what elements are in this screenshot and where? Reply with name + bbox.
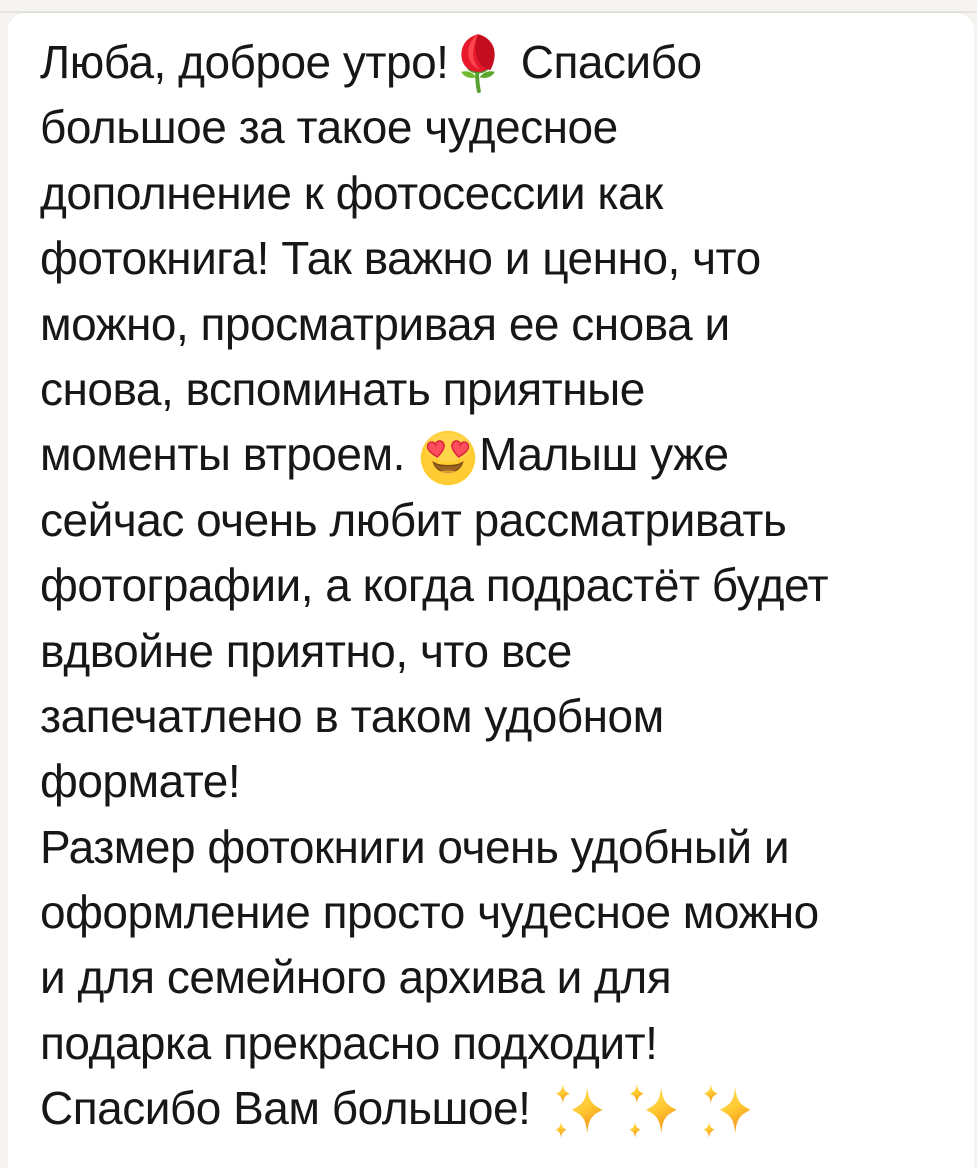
rose-emoji — [450, 32, 506, 96]
message-line: вдвойне приятно, что все — [40, 624, 572, 677]
message-line: оформление просто чудесное можно — [40, 886, 819, 939]
message-line: подарка прекрасно подходит! — [40, 1016, 658, 1069]
message-line: фотокнига! Так важно и ценно, что — [40, 232, 761, 285]
message-line: можно, просматривая ее снова и — [40, 297, 730, 350]
message-line: Спасибо Вам большое! — [40, 1076, 944, 1141]
sparkles-emoji — [546, 1081, 614, 1146]
message-line: дополнение к фотосессии как — [40, 166, 663, 219]
sparkles-emoji — [694, 1081, 762, 1146]
message-line: Люба, доброе утро! Спасибо — [40, 30, 944, 95]
message-line: большое за такое чудесное — [40, 101, 618, 154]
message-line: фотографии, а когда подрастёт будет — [40, 559, 829, 612]
sparkles-emoji — [620, 1081, 688, 1146]
message-line: формате! — [40, 755, 241, 808]
heart-eyes-emoji — [419, 429, 477, 487]
message-line: запечатлено в таком удобном — [40, 689, 664, 742]
message-line: сейчас очень любит рассматривать — [40, 493, 787, 546]
review-text — [40, 30, 944, 1142]
message-line: и для семейного архива и для — [40, 951, 672, 1004]
message-line: моменты втроем. Малыш уже — [40, 422, 944, 487]
review-card — [8, 13, 974, 1168]
message-line: Размер фотокниги очень удобный и — [40, 820, 790, 873]
message-line: снова, вспоминать приятные — [40, 362, 645, 415]
